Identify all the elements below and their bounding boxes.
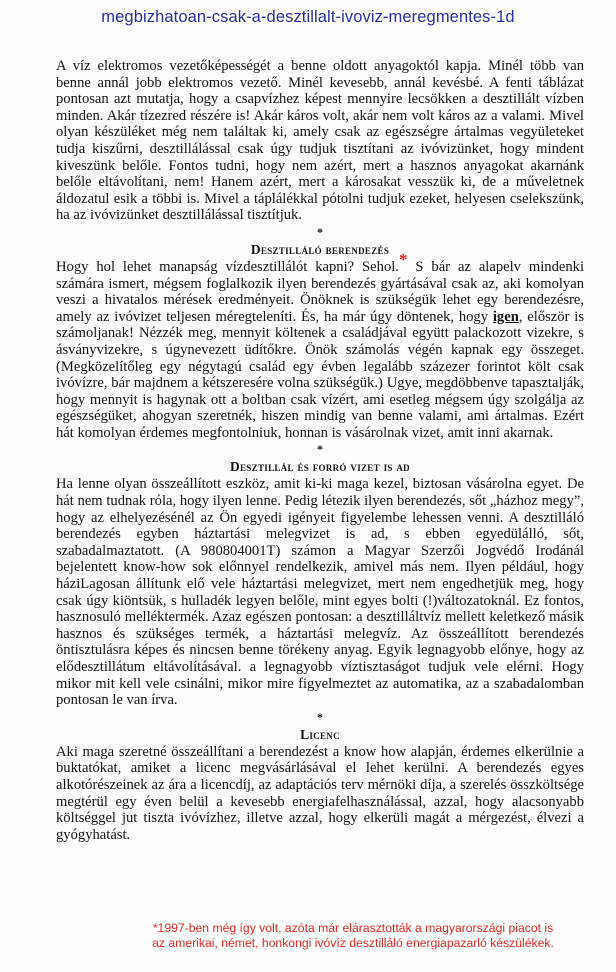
section-desztillalo-paragraph: [56, 250, 584, 442]
section-desztillalo-text-b: S bár az alapelv mindenki számára ismert, mégsem foglalkozik ilyen berendezés gyártásával csak az, aki komolyan veszi a hivatalos mérések eredményeit. Önöknek is szükségük lehet egy berendezésre, amely az ivóvizet teljesen méregteleníti. És, ha már úgy döntenek, hogy: [56, 258, 584, 325]
separator-star: *: [317, 442, 323, 457]
footnote-line-2: az amerikai, német, honkongi ivóvíz desztilláló energiapazarló készülékek.: [152, 936, 554, 950]
section-title-forro-viz: Desztillál és forró vizet is ad: [230, 459, 410, 475]
intro-paragraph: A víz elektromos vezetőképességét a benne oldott anyagoktól kapja. Minél több van benne annál jobb elektromos vezető. Minél kevesebb, annál kevésbé. A fenti táblázat pontosan azt mutatja, hogy a csapvízhez képest mennyire lecsökken a desztillált vízben minden. Akár tízezred részére is! Akár káros volt, akár nem volt káros az a valami. Mivel olyan készüléket még nem találtak ki, amely csak az egészségre ártalmas vegyületeket tudja kiszűrni, desztillálással csak úgy tudjuk tisztítani az ivóvizünket, hogy mindent kiveszünk belőle. Fontos tudni, hogy nem azért, mert a hasznos anyagokat akarnánk belőle eltávolítani, nem! Hanem azért, mert a károsakat vesszük ki, de a műveletnek áldozatul esik a többi is. Mivel a táplálékkal pótolni tudjuk ezeket, helyesen cselekszünk, ha az ivóvizünket desztillálással tisztítjuk.: [56, 58, 584, 224]
section-title-licenc: Licenc: [300, 726, 340, 742]
section-licenc-paragraph: Aki maga szeretné összeállítani a berendezést a know how alapján, érdemes elkerülnie a buktatókat, amiket a licenc megvásárlásával el lehet kerülni. A berendezés egyes alkotórészeinek az ára a licencdíj, az adaptációs terv mérnöki díja, a szerelés összköltsége megtérül egy éven belül a kevesebb energiafelhasználással, azzal, hogy alacsonyabb költséggel jut tiszta ivóvízhez, illetve azzal, hogy elkerüli magát a mérgezést, élvezi a gyógyhatást.: [56, 743, 584, 843]
separator-star: *: [317, 224, 323, 239]
section-title-desztillalo: Desztilláló berendezés: [250, 241, 390, 257]
footnote-line-1: *1997-ben még így volt, azóta már elárasztották a magyarországi piacot is: [152, 921, 554, 935]
footnote: [118, 921, 588, 951]
article-body: [56, 58, 584, 843]
page-title: megbizhatoan-csak-a-desztillalt-ivoviz-meregmentes-1d: [101, 8, 515, 26]
footnote-marker: *: [398, 250, 408, 270]
section-desztillalo-text-a: Hogy hol lehet manapság vízdesztillálót kapni? Sehol.: [56, 258, 399, 275]
section-desztillalo-text-c: , először is számoljanak! Nézzék meg, mennyit költenek a családjával együtt palackozott vizekre, s ásványvizekre, s úgynevezett üdítőkre. Önök számolás végén kapnak egy összeget. (Megközelítőleg egy négytagú család egy évben legalább százezer forintot költ csak ivóvízre, bár majdnem a kétszeresére volna szükségük.) Ugye, megdöbbenve tapasztalják, hogy mennyit is hagynak ott a boltban csak vízért, ami esetleg mégsem úgy szolgálja az egészségüket, ahogyan szeretnék, hiszen mindig van benne valami, ami ártalmas. Ezért hát komolyan érdemes megfontolniuk, honnan is vásárolnak vizet, amit inni akarnak.: [56, 308, 584, 441]
emphasis-igen: igen: [492, 308, 519, 325]
separator-star: *: [317, 709, 323, 724]
section-forro-viz-paragraph: Ha lenne olyan összeállított eszköz, amit ki-ki maga kezel, biztosan vásárolna egyet. De hát nem tudnak róla, hogy ilyen lenne. Pedig létezik ilyen berendezés, sőt „házhoz megy”, hogy az elhelyezésénél az Ön egyedi igényeit figyelembe lehessen venni. A desztilláló berendezés egyben háztartási melegvizet is ad, s ebben egyedülálló, sőt, szabadalmaztatott. (A 980804001T) számon a Magyar Szerzői Jogvédő Irodánál bejelentett know-how sok előnnyel rendelkezik, amivel más nem. Ilyen például, hogy háziLagosan állítunk elő vele háztartási melegvizet, mert nem engedhetjük meg, hogy csak úgy kiöntsük, s hulladék legyen belőle, mint egyes bolti (!)változatoknál. Ez fontos, hasznosuló melléktermék. Azaz egészen pontosan: a desztilláltvíz mellett keletkező másik hasznos és szükséges termék, a háztartási melegvíz. Az összeállított berendezés öntisztulásra képes és nincsen benne törékeny anyag. Egyik legnagyobb előnye, hogy az elődesztillátum eltávolításával. a legnagyobb víztisztaságot tudjuk vele elérni. Hogy mikor mit kell vele csinálni, mikor mire figyelmeztet az automatika, az a szabadalomban pontosan le van írva.: [56, 476, 584, 709]
